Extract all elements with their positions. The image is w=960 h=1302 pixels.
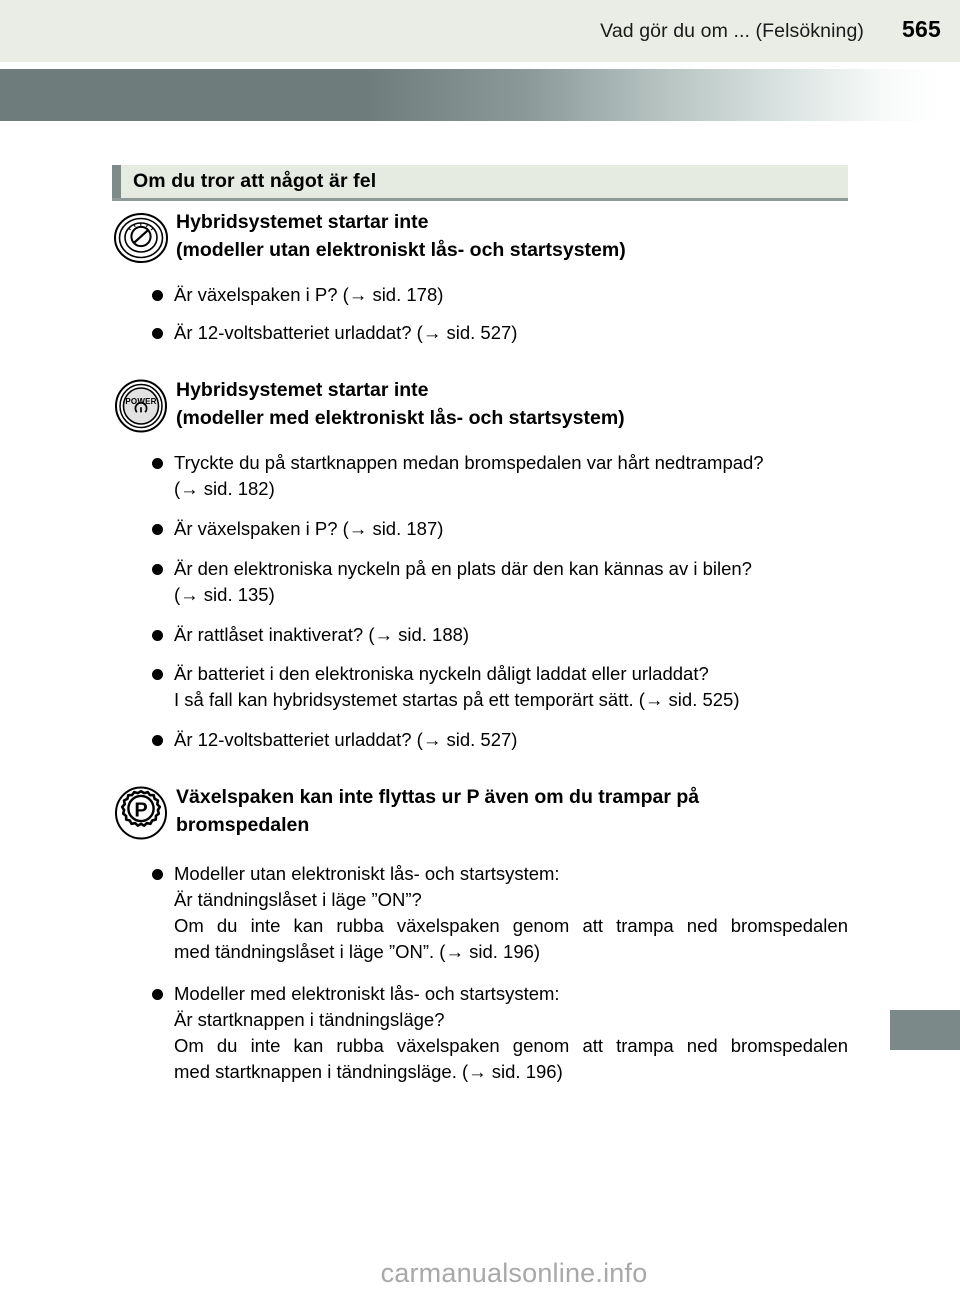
item-line: med tändningslåset i läge ”ON”. (→ sid. 196) [174,940,541,962]
page-content [0,208,960,1084]
block-1-list [0,282,960,346]
block-2-list [0,450,960,753]
page-header [0,0,960,62]
bullet-dot-icon [152,735,163,746]
bullet-dot-icon [152,524,163,535]
power-button-icon [113,378,169,434]
list-item [151,450,848,502]
bullet-dot-icon [152,989,163,1000]
block-2-title [176,376,625,432]
block-3-title-line2: bromspedalen [176,814,310,837]
list-item [151,861,848,965]
page-number: 565 [902,16,941,42]
block-2-head [0,376,960,432]
section-title-band [112,165,848,198]
section-title: Om du tror att något är fel [133,170,377,192]
item-line: Är 12-voltsbatteriet urladdat? (→ sid. 527) [174,322,518,344]
svg-text:P: P [134,799,148,822]
header-inner [600,16,941,43]
bullet-dot-icon [152,458,163,469]
item-line: Är 12-voltsbatteriet urladdat? (→ sid. 527) [174,729,518,751]
item-line: I så fall kan hybridsystemet startas på ett temporärt sätt. (→ sid. 525) [174,689,740,711]
running-header-title: Vad gör du om ... (Felsökning) [600,20,865,42]
item-line: Är växelspaken i P? (→ sid. 178) [174,284,444,306]
list-item [151,556,848,608]
block-1-title [176,208,626,264]
item-line: Modeller med elektroniskt lås- och startsystem: [174,982,560,1004]
item-line: Är rattlåset inaktiverat? (→ sid. 188) [174,623,470,645]
item-line: Om du inte kan rubba växelspaken genom att trampa ned bromspedalen [174,1034,848,1056]
chapter-thumb-tab [889,1009,960,1051]
item-line: Är tändningslåset i läge ”ON”? [174,889,422,911]
list-item [151,282,848,308]
site-watermark [0,1258,960,1289]
bullet-dot-icon [152,669,163,680]
troubleshoot-block-1 [0,208,960,346]
ignition-key-switch-icon [113,210,169,266]
troubleshoot-block-2 [0,376,960,753]
block-1-title-line1: Hybridsystemet startar inte [176,211,429,233]
list-item [151,320,848,346]
header-gradient-rule [0,69,960,121]
bullet-dot-icon [152,328,163,339]
item-line: Tryckte du på startknappen medan bromspedalen var hårt nedtrampad? [174,452,764,474]
item-line: (→ sid. 135) [174,583,275,605]
block-3-title-line1: Växelspaken kan inte flyttas ur P även om du trampar på [176,786,700,809]
troubleshoot-block-3 [0,783,960,1084]
item-line: Är batteriet i den elektroniska nyckeln dåligt laddat eller urladdat? [174,663,709,685]
bullet-dot-icon [152,869,163,880]
block-1-title-line2: (modeller utan elektroniskt lås- och startsystem) [176,239,626,262]
list-item [151,622,848,648]
watermark-text: carmanualsonline.info [380,1258,648,1288]
block-1-head [0,208,960,264]
item-line: med startknappen i tändningsläge. (→ sid. 196) [174,1060,563,1082]
park-gear-icon [113,785,169,841]
block-2-title-line1: Hybridsystemet startar inte [176,378,429,401]
bullet-dot-icon [152,630,163,641]
block-3-head [0,783,960,839]
list-item [151,661,848,713]
svg-text:POWER: POWER [125,396,157,406]
item-line: Modeller utan elektroniskt lås- och startsystem: [174,863,560,885]
list-item [151,981,848,1085]
item-line: (→ sid. 182) [174,477,275,499]
bullet-dot-icon [152,290,163,301]
section-title-underline [112,198,848,201]
item-line: Är den elektroniska nyckeln på en plats där den kan kännas av i bilen? [174,557,752,579]
list-item [151,516,848,542]
bullet-dot-icon [152,564,163,575]
item-line: Är växelspaken i P? (→ sid. 187) [174,517,444,539]
block-3-list [0,861,960,1084]
block-3-title [176,783,699,839]
item-line: Om du inte kan rubba växelspaken genom att trampa ned bromspedalen [174,915,848,937]
block-2-title-line2: (modeller med elektroniskt lås- och startsystem) [176,407,625,430]
item-line: Är startknappen i tändningsläge? [174,1008,445,1030]
list-item [151,727,848,753]
